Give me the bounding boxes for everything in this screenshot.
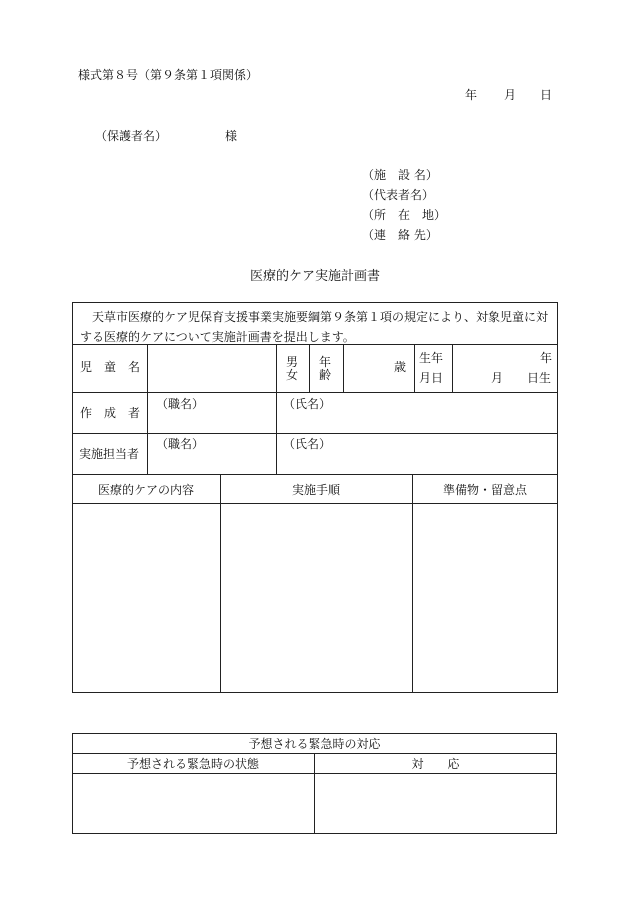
birth-month-label: 月 [491, 371, 504, 385]
date-month-label: 月 [504, 88, 517, 102]
document-title: 医療的ケア実施計画書 [249, 269, 380, 284]
column-divider [414, 344, 415, 392]
care-content-cell[interactable] [73, 504, 219, 692]
age-unit: 歳 [394, 360, 407, 374]
birth-day-label: 日生 [527, 371, 552, 385]
procedure-cell[interactable] [221, 504, 411, 692]
column-divider [343, 344, 344, 392]
date-year-label: 年 [465, 88, 478, 102]
guardian-name-label: （保護者名） [95, 129, 168, 143]
emergency-state-cell[interactable] [73, 774, 313, 833]
date-day-label: 日 [540, 88, 553, 102]
representative-label: （代表者名） [362, 188, 435, 202]
author-job-title-label: （職名） [156, 397, 205, 411]
row-divider [72, 344, 558, 345]
author-label: 作 成 者 [80, 406, 141, 420]
sex-label-top: 男 [286, 355, 299, 369]
staff-job-title-label: （職名） [156, 437, 205, 451]
age-label-bottom: 齢 [319, 368, 332, 382]
column-divider [309, 344, 310, 392]
col-emergency-state-header: 予想される緊急時の状態 [126, 757, 259, 771]
col-procedure-header: 実施手順 [291, 483, 340, 497]
col-preparation-header: 準備物・留意点 [442, 483, 527, 497]
row-divider [72, 474, 558, 475]
col-care-content-header: 医療的ケアの内容 [97, 483, 194, 497]
column-divider [276, 344, 277, 474]
address-label: （所 在 地） [362, 208, 447, 222]
row-divider [72, 433, 558, 434]
birth-year-label: 年 [540, 351, 553, 365]
contact-label: （連 絡 先） [362, 228, 438, 242]
intro-line-1: 天草市医療的ケア児保育支援事業実施要綱第９条第１項の規定により、対象児童に対 [80, 310, 549, 324]
guardian-honorific: 様 [225, 129, 238, 143]
age-label-top: 年 [319, 355, 332, 369]
preparation-cell[interactable] [413, 504, 557, 692]
intro-text [80, 307, 560, 347]
staff-label: 実施担当者 [79, 447, 140, 461]
author-full-name-label: （氏名） [283, 397, 332, 411]
col-response-header: 対 応 [411, 757, 460, 771]
intro-line-2: する医療的ケアについて実施計画書を提出します。 [80, 330, 355, 344]
emergency-table-title: 予想される緊急時の対応 [248, 737, 381, 751]
birth-label-top: 生年 [419, 351, 444, 365]
column-divider [147, 344, 148, 474]
birth-label-bottom: 月日 [419, 371, 444, 385]
column-divider [452, 344, 453, 392]
response-cell[interactable] [315, 774, 556, 833]
staff-full-name-label: （氏名） [283, 437, 332, 451]
facility-name-label: （施 設 名） [362, 168, 438, 182]
row-divider [72, 392, 558, 393]
form-number: 様式第８号（第９条第１項関係） [78, 68, 259, 82]
sex-label-bottom: 女 [286, 368, 299, 382]
child-name-label: 児 童 名 [80, 360, 141, 374]
